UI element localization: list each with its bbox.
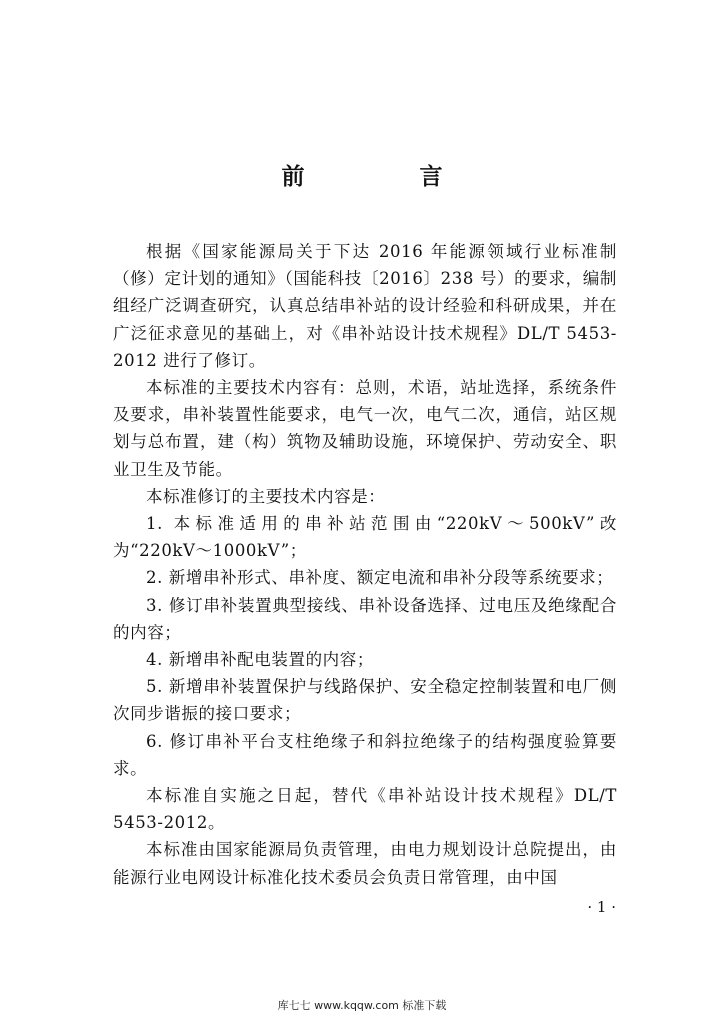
paragraph-replacement: 本标准自实施之日起，替代《串补站设计技术规程》DL/T 5453-2012。 [113,786,617,833]
list-item: 6. 修订串补平台支柱绝缘子和斜拉绝缘子的结构强度验算要求。 [113,731,617,778]
paragraph-main-content: 本标准的主要技术内容有：总则，术语，站址选择，系统条件及要求，串补装置性能要求，电气一次，电气二次，通信，站区规划与总布置，建（构）筑物及辅助设施，环境保护、劳动安全、职业卫生及节能。 [113,378,617,479]
list-item: 1. 本标准适用的串补站范围由“220kV～500kV”改为“220kV～1000kV”； [113,514,617,561]
list-item: 5. 新增串补装置保护与线路保护、安全稳定控制装置和电厂侧次同步谐振的接口要求； [113,677,617,724]
paragraph-basis: 根据《国家能源局关于下达 2016 年能源领域行业标准制（修）定计划的通知》（国能科技〔2016〕238 号）的要求，编制组经广泛调查研究，认真总结串补站的设计经验和科研成果，并在广泛征求意见的基础上，对《串补站设计技术规程》DL/T 5453-2012 进行了修订。 [113,242,617,370]
page-number: · 1 · [587,898,616,916]
paragraph-management: 本标准由国家能源局负责管理，由电力规划设计总院提出，由能源行业电网设计标准化技术委员会负责日常管理，由中国 [113,840,617,887]
body-text [113,238,617,891]
list-item: 4. 新增串补配电装置的内容； [146,650,374,670]
list-item: 3. 修订串补装置典型接线、串补设备选择、过电压及绝缘配合的内容； [113,595,617,642]
page-title: 前 言 [281,164,489,190]
paragraph-revision-intro: 本标准修订的主要技术内容是： [146,486,386,506]
footer-watermark: 库七七 www.kqqw.com 标准下载 [277,999,447,1012]
list-item: 2. 新增串补形式、串补度、额定电流和串补分段等系统要求； [146,568,614,588]
